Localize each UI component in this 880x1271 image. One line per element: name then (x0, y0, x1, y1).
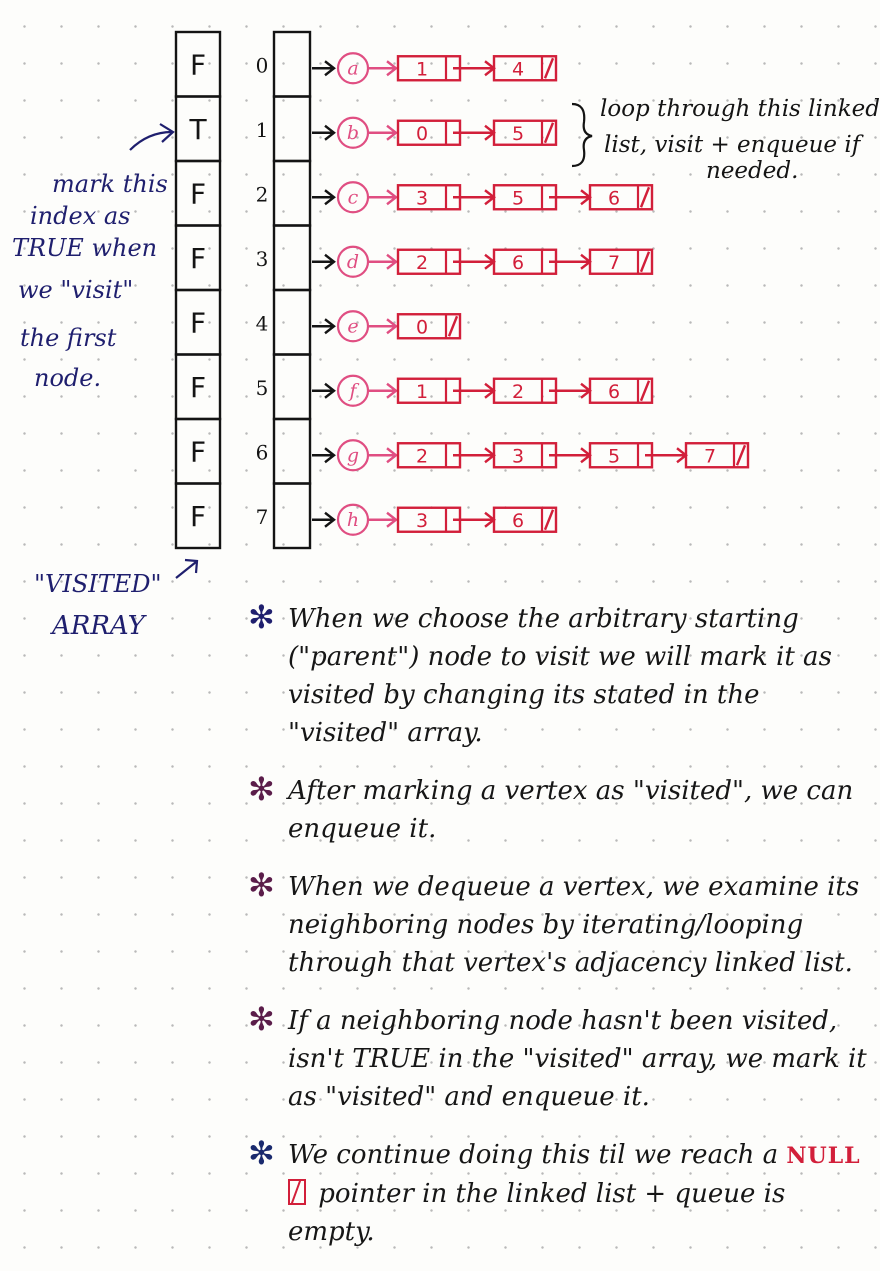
asterisk-icon: ✻ (248, 598, 275, 636)
note-text: If a neighboring node hasn't been visited, isn't TRUE in the "visited" array, we mark it as "visited" and enqueue it. (288, 1006, 867, 1112)
visited-cell-value: F (189, 499, 207, 533)
index-pointer-arrow (312, 126, 334, 140)
curly-brace-icon (572, 104, 592, 166)
vertex-node (338, 53, 368, 83)
list-node-value: 0 (415, 122, 429, 145)
list-node-value: 2 (415, 445, 429, 468)
vertex-node (338, 118, 368, 148)
list-node (494, 250, 556, 274)
list-node-tail (398, 314, 460, 338)
side-note-arrow (130, 132, 172, 150)
visited-cell-value: F (189, 241, 207, 275)
list-node (398, 508, 460, 532)
vertex-node (338, 440, 368, 470)
vertex-arrow (368, 319, 396, 333)
list-node-value: 6 (511, 251, 525, 274)
vertex-label: g (346, 444, 360, 467)
index-cell (274, 290, 310, 355)
list-node-tail (494, 121, 556, 145)
list-node (494, 443, 556, 467)
list-node-tail (590, 250, 652, 274)
vertex-label: f (349, 379, 357, 402)
list-node-value: 6 (607, 187, 621, 210)
loop-note-line: needed. (706, 158, 799, 184)
null-slash-icon (545, 510, 553, 530)
note-item (248, 868, 873, 982)
list-node-value: 5 (511, 122, 525, 145)
list-node (398, 121, 460, 145)
side-note-line: the first (20, 324, 117, 352)
list-node-tail (494, 508, 556, 532)
list-node-value: 0 (415, 316, 429, 339)
index-cell (274, 419, 310, 484)
vertex-node (338, 247, 368, 277)
null-pointer-icon (288, 1179, 306, 1205)
index-cell (274, 161, 310, 226)
visited-cell-value: T (189, 112, 207, 146)
index-pointer-arrow (312, 513, 334, 527)
list-node-tail (494, 56, 556, 80)
list-node-value: 7 (607, 251, 621, 274)
list-node-value: 1 (415, 380, 429, 403)
null-slash-icon (641, 252, 649, 272)
visited-array-caption (34, 560, 197, 641)
vertex-label: c (347, 186, 359, 209)
vertex-node (338, 311, 368, 341)
vertex-arrow (368, 190, 396, 204)
vertex-label: d (346, 250, 360, 273)
list-node (590, 443, 652, 467)
index-cell (274, 355, 310, 420)
note-text: After marking a vertex as "visited", we can enqueue it. (288, 776, 854, 844)
note-item (248, 1136, 873, 1251)
asterisk-icon: ✻ (248, 866, 275, 904)
vertex-node (338, 505, 368, 535)
note-text: When we choose the arbitrary starting ("parent") node to visit we will mark it as visited by changing its stated in the "visited" array. (288, 604, 832, 748)
visited-cell-value: F (189, 435, 207, 469)
vertex-arrow (368, 448, 396, 462)
side-note-line: we "visit" (18, 276, 134, 304)
null-slash-icon (737, 445, 745, 465)
list-node-value: 5 (607, 445, 621, 468)
visited-cell-value: F (189, 177, 207, 211)
list-node-value: 4 (511, 58, 525, 81)
index-label: 3 (255, 246, 269, 271)
null-slash-icon (449, 316, 457, 336)
index-cell (274, 32, 310, 97)
index-labels (256, 53, 269, 529)
vertex-node (338, 376, 368, 406)
index-label: 2 (255, 182, 269, 207)
index-pointer-arrow (312, 255, 334, 269)
index-label: 1 (255, 117, 269, 142)
index-pointer-arrow (312, 319, 334, 333)
list-node-tail (590, 379, 652, 403)
null-slash-icon (641, 381, 649, 401)
null-label: NULL (786, 1143, 861, 1169)
list-node (398, 56, 460, 80)
index-label: 6 (255, 440, 269, 465)
visited-cell-value: F (189, 306, 207, 340)
side-note-line: TRUE when (12, 234, 158, 262)
visited-cell-value: F (189, 48, 207, 82)
index-cell (274, 97, 310, 162)
list-node-value: 3 (415, 187, 429, 210)
index-cell (274, 484, 310, 549)
vertex-label: a (347, 57, 359, 80)
side-note-line: index as (30, 202, 131, 230)
list-node-value: 2 (511, 380, 525, 403)
list-node (398, 443, 460, 467)
list-node (398, 250, 460, 274)
note-item (248, 600, 873, 752)
vertex-label: b (346, 121, 360, 144)
visited-array (176, 32, 220, 548)
vertex-node (338, 182, 368, 212)
list-node-tail (686, 443, 748, 467)
list-node (494, 185, 556, 209)
index-pointer-arrow (312, 448, 334, 462)
side-note-line: node. (34, 364, 102, 392)
vertex-arrow (368, 61, 396, 75)
vertex-arrow (368, 126, 396, 140)
note-item (248, 772, 873, 848)
list-node-value: 6 (511, 509, 525, 532)
note-item (248, 1002, 873, 1116)
loop-note (572, 96, 880, 184)
null-slash-icon (545, 58, 553, 78)
list-node-value: 1 (415, 58, 429, 81)
index-pointer-arrow (312, 61, 334, 75)
null-slash-icon (545, 123, 553, 143)
visited-cell-value: F (189, 370, 207, 404)
loop-note-line: list, visit + enqueue if (604, 132, 861, 158)
list-node-value: 3 (415, 509, 429, 532)
vertex-arrow (368, 513, 396, 527)
side-note (12, 124, 173, 392)
list-node (494, 379, 556, 403)
adjacency-index-array (274, 32, 310, 548)
loop-note-line: loop through this linked (600, 96, 880, 122)
caption-visited: "VISITED" (34, 570, 162, 598)
asterisk-icon: ✻ (248, 1000, 275, 1038)
explanation-notes (248, 600, 873, 1271)
note-text: We continue doing this til we reach a (288, 1140, 779, 1170)
index-pointer-arrow (312, 190, 334, 204)
list-node-tail (590, 185, 652, 209)
asterisk-icon: ✻ (248, 770, 275, 808)
vertex-arrow (368, 255, 396, 269)
side-note-line: mark this (52, 170, 168, 198)
index-label: 4 (255, 311, 269, 336)
list-node-value: 5 (511, 187, 525, 210)
asterisk-icon: ✻ (248, 1134, 275, 1172)
index-pointer-arrow (312, 384, 334, 398)
list-node-value: 2 (415, 251, 429, 274)
vertex-label: e (347, 315, 359, 338)
vertex-label: h (346, 508, 360, 531)
index-label: 5 (255, 375, 269, 400)
list-node-value: 6 (607, 380, 621, 403)
list-node (398, 185, 460, 209)
null-slash-icon (641, 187, 649, 207)
adjacency-lists (312, 53, 748, 535)
vertex-arrow (368, 384, 396, 398)
note-text: When we dequeue a vertex, we examine its neighboring nodes by iterating/looping through that vertex's adjacency linked list. (288, 872, 860, 978)
caption-array: ARRAY (52, 611, 145, 641)
note-text: pointer in the linked list + queue is empty. (288, 1179, 786, 1247)
list-node-value: 3 (511, 445, 525, 468)
caption-arrow (176, 562, 196, 578)
index-cell (274, 226, 310, 291)
index-label: 7 (255, 504, 269, 529)
list-node-value: 7 (703, 445, 717, 468)
list-node (398, 379, 460, 403)
index-label: 0 (255, 53, 269, 78)
